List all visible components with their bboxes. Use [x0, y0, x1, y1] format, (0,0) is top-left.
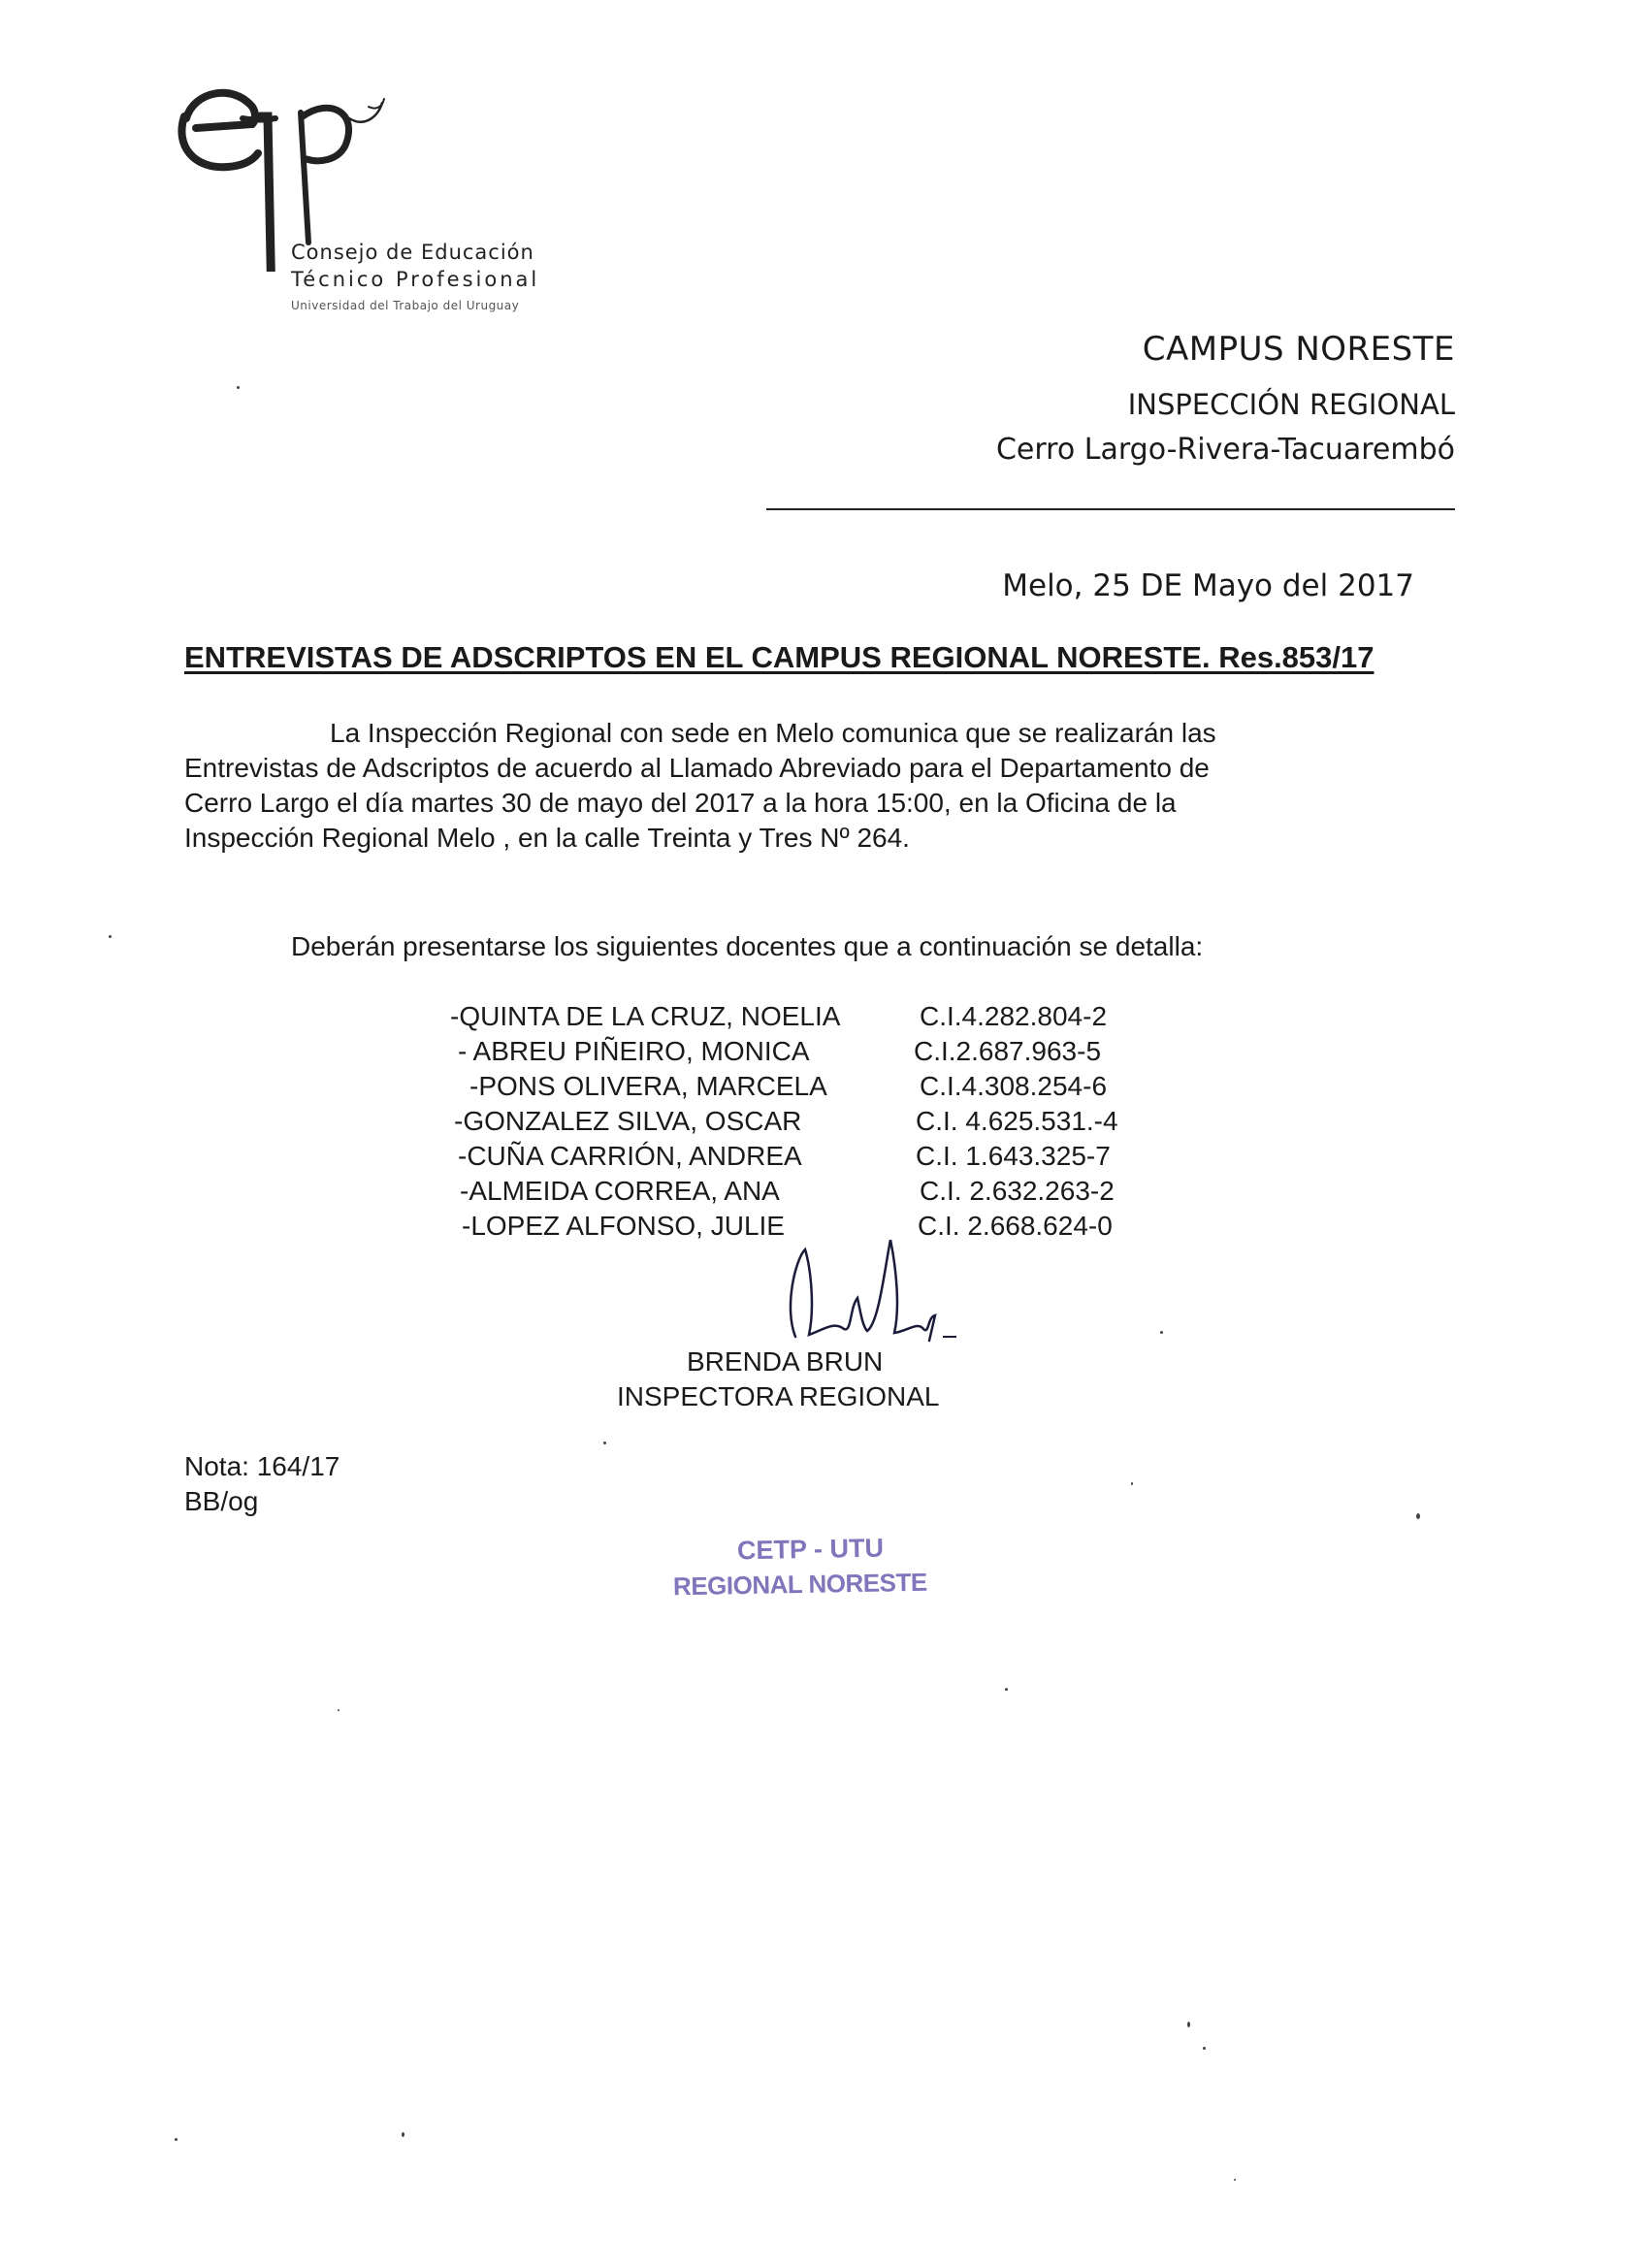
- teacher-name: - ABREU PIÑEIRO, MONICA: [458, 1036, 810, 1066]
- signatory-name: BRENDA BRUN: [687, 1346, 884, 1377]
- scan-speck: [402, 2132, 404, 2137]
- header-divider: [766, 508, 1455, 510]
- scan-speck: [109, 935, 112, 938]
- scan-speck: [1203, 2047, 1206, 2050]
- stamp-line-2: REGIONAL NORESTE: [672, 1567, 927, 1602]
- teacher-ci: C.I. 2.632.263-2: [920, 1176, 1115, 1206]
- teacher-name: -CUÑA CARRIÓN, ANDREA: [458, 1141, 802, 1171]
- logo-text-council: Consejo de Educación: [291, 241, 534, 264]
- paragraph-line: Cerro Largo el día martes 30 de mayo del 2017 a la hora 15:00, en la Oficina de la: [184, 788, 1177, 818]
- scan-speck: [237, 386, 240, 389]
- header-region: Cerro Largo-Rivera-Tacuarembó: [995, 433, 1455, 467]
- signatory-role: INSPECTORA REGIONAL: [617, 1381, 940, 1411]
- scan-speck: [1005, 1688, 1008, 1691]
- signature-icon: [766, 1240, 960, 1346]
- teacher-ci: C.I. 4.625.531.-4: [916, 1106, 1118, 1136]
- logo-text-university: Universidad del Trabajo del Uruguay: [291, 299, 520, 312]
- body-paragraph: [184, 716, 1216, 856]
- logo-text-technical: Técnico Profesional: [291, 268, 540, 291]
- header-inspection: INSPECCIÓN REGIONAL: [1127, 388, 1455, 421]
- handwritten-signature: [766, 1240, 960, 1346]
- scan-speck: [1234, 2179, 1236, 2181]
- teacher-name: -QUINTA DE LA CRUZ, NOELIA: [450, 1001, 841, 1031]
- teacher-ci: C.I. 1.643.325-7: [916, 1141, 1111, 1171]
- teacher-name: -ALMEIDA CORREA, ANA: [460, 1176, 780, 1206]
- stamp-line-1: CETP - UTU: [736, 1533, 885, 1566]
- note-number: Nota: 164/17: [184, 1451, 340, 1481]
- teacher-ci: C.I.4.308.254-6: [920, 1071, 1108, 1101]
- teacher-ci: C.I.2.687.963-5: [914, 1036, 1102, 1066]
- scan-speck: [1187, 2022, 1190, 2027]
- paragraph-line: Inspección Regional Melo , en la calle Treinta y Tres Nº 264.: [184, 823, 910, 853]
- paragraph-line: La Inspección Regional con sede en Melo comunica que se realizarán las: [330, 718, 1216, 748]
- teacher-name: -LOPEZ ALFONSO, JULIE: [462, 1211, 785, 1241]
- scan-speck: [1160, 1331, 1163, 1334]
- initials: BB/og: [184, 1486, 259, 1516]
- scan-speck: [175, 2138, 178, 2141]
- teacher-ci: C.I. 2.668.624-0: [918, 1211, 1113, 1241]
- document-title: ENTREVISTAS DE ADSCRIPTOS EN EL CAMPUS REGIONAL NORESTE. Res.853/17: [184, 640, 1374, 674]
- teacher-name: -PONS OLIVERA, MARCELA: [469, 1071, 827, 1101]
- scan-speck: [338, 1709, 340, 1711]
- teacher-ci: C.I.4.282.804-2: [920, 1001, 1108, 1031]
- paragraph-line: Entrevistas de Adscriptos de acuerdo al Llamado Abreviado para el Departamento de: [184, 753, 1210, 783]
- scan-speck: [1416, 1513, 1420, 1519]
- document-date: Melo, 25 DE Mayo del 2017: [1002, 568, 1414, 603]
- header-campus: CAMPUS NORESTE: [1142, 330, 1455, 369]
- cetp-logo: [175, 78, 543, 330]
- official-stamp: [669, 1531, 960, 1606]
- scan-speck: [603, 1442, 606, 1444]
- body-intro: Deberán presentarse los siguientes docentes que a continuación se detalla:: [291, 931, 1204, 961]
- teacher-name: -GONZALEZ SILVA, OSCAR: [454, 1106, 802, 1136]
- scan-speck: [1131, 1482, 1133, 1485]
